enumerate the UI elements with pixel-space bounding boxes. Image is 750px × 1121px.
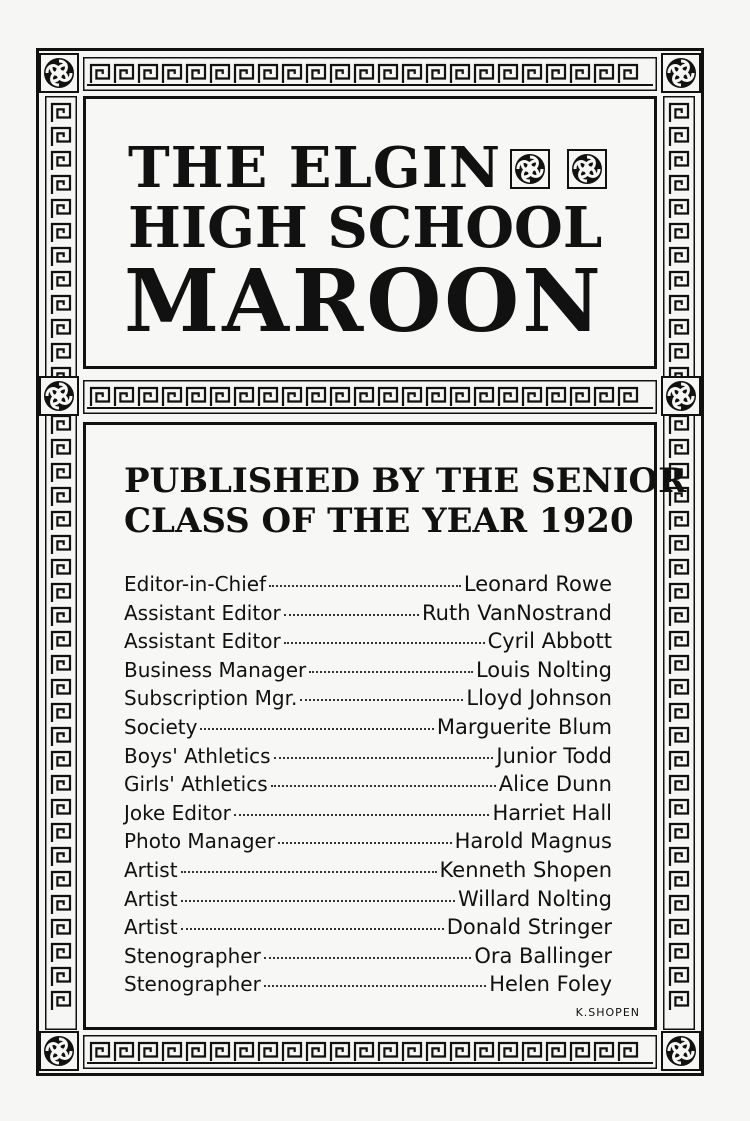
bottom-key-border: [83, 1035, 657, 1069]
staff-name: Leonard Rowe: [463, 572, 612, 596]
leader-dots: [278, 842, 452, 844]
knot-ornament-icon: [510, 149, 550, 189]
staff-role: Stenographer: [124, 943, 261, 968]
leader-dots: [264, 985, 486, 987]
corner-ornament-icon: [39, 1031, 79, 1071]
staff-panel: [83, 422, 687, 1030]
staff-role: Subscription Mgr.: [124, 686, 298, 711]
staff-role: Assistant Editor: [124, 629, 281, 654]
publication-line-2: CLASS OF THE YEAR 1920: [124, 501, 634, 541]
staff-row: [124, 858, 612, 887]
staff-row: [124, 887, 612, 916]
staff-row: [124, 715, 612, 744]
corner-ornament-icon: [39, 53, 79, 93]
leader-dots: [181, 900, 455, 902]
staff-row: [124, 572, 612, 601]
staff-row: [124, 915, 612, 944]
staff-name: Harold Magnus: [454, 829, 612, 854]
staff-name: Ruth VanNostrand: [422, 600, 612, 625]
staff-row: [124, 658, 612, 687]
key-pattern-bottom: [83, 1035, 657, 1069]
leader-dots: [271, 785, 496, 787]
key-pattern-middle: [83, 380, 657, 414]
staff-role: Editor-in-Chief: [124, 572, 267, 596]
staff-name: Ora Ballinger: [474, 943, 612, 968]
title-line-3: MAROON: [124, 251, 604, 352]
leader-dots: [200, 728, 433, 730]
staff-role: Artist: [124, 886, 178, 911]
outer-frame: [36, 48, 704, 1076]
title-ornaments: [510, 149, 607, 193]
staff-row: [124, 686, 612, 715]
staff-role: Artist: [124, 857, 178, 882]
staff-name: Harriet Hall: [492, 800, 612, 825]
middle-key-border: [83, 380, 657, 414]
leader-dots: [284, 614, 419, 616]
staff-row: [124, 629, 612, 658]
staff-row: [124, 829, 612, 858]
title-line-2: HIGH SCHOOL: [128, 195, 603, 261]
leader-dots: [181, 871, 437, 873]
staff-name: Donald Stringer: [446, 915, 612, 940]
corner-ornament-icon: [661, 1031, 701, 1071]
staff-name: Alice Dunn: [498, 772, 612, 797]
leader-dots: [264, 957, 471, 959]
staff-name: Helen Foley: [489, 972, 612, 997]
leader-dots: [234, 814, 490, 816]
staff-row: [124, 972, 612, 1001]
staff-role: Assistant Editor: [124, 600, 281, 625]
staff-name: Louis Nolting: [475, 657, 612, 682]
staff-name: Junior Todd: [496, 743, 612, 768]
title-line-1: THE ELGIN: [128, 135, 502, 201]
top-key-border: [83, 57, 657, 91]
staff-row: [124, 944, 612, 973]
staff-role: Business Manager: [124, 657, 307, 682]
staff-role: Girls' Athletics: [124, 772, 268, 797]
corner-ornament-icon: [661, 53, 701, 93]
corner-ornament-icon: [39, 376, 79, 416]
staff-name: Willard Nolting: [457, 886, 612, 911]
staff-row: [124, 744, 612, 773]
staff-row: [124, 801, 612, 830]
key-pattern-left: [45, 96, 77, 1030]
staff-name: Lloyd Johnson: [466, 686, 612, 711]
leader-dots: [309, 671, 473, 673]
staff-role: Artist: [124, 915, 178, 940]
leader-dots: [300, 699, 463, 701]
staff-row: [124, 772, 612, 801]
staff-role: Society: [124, 714, 198, 739]
leader-dots: [274, 757, 494, 759]
title-panel: [83, 96, 657, 369]
key-pattern-top: [83, 57, 657, 91]
knot-ornament-icon: [567, 149, 607, 189]
staff-role: Boys' Athletics: [124, 743, 271, 768]
leader-dots: [284, 642, 485, 644]
staff-row: [124, 601, 612, 630]
left-key-border: [45, 96, 77, 1030]
staff-name: Cyril Abbott: [487, 629, 612, 654]
leader-dots: [181, 928, 444, 930]
staff-role: Stenographer: [124, 972, 261, 997]
staff-name: Marguerite Blum: [436, 714, 612, 739]
staff-name: Kenneth Shopen: [439, 857, 612, 882]
staff-role: Photo Manager: [124, 829, 276, 854]
corner-ornament-icon: [661, 376, 701, 416]
staff-role: Joke Editor: [124, 800, 231, 825]
publication-line-1: PUBLISHED BY THE SENIOR: [124, 461, 687, 501]
leader-dots: [269, 585, 461, 587]
staff-list: [124, 572, 612, 1001]
artist-signature: K.SHOPEN: [575, 1006, 640, 1019]
